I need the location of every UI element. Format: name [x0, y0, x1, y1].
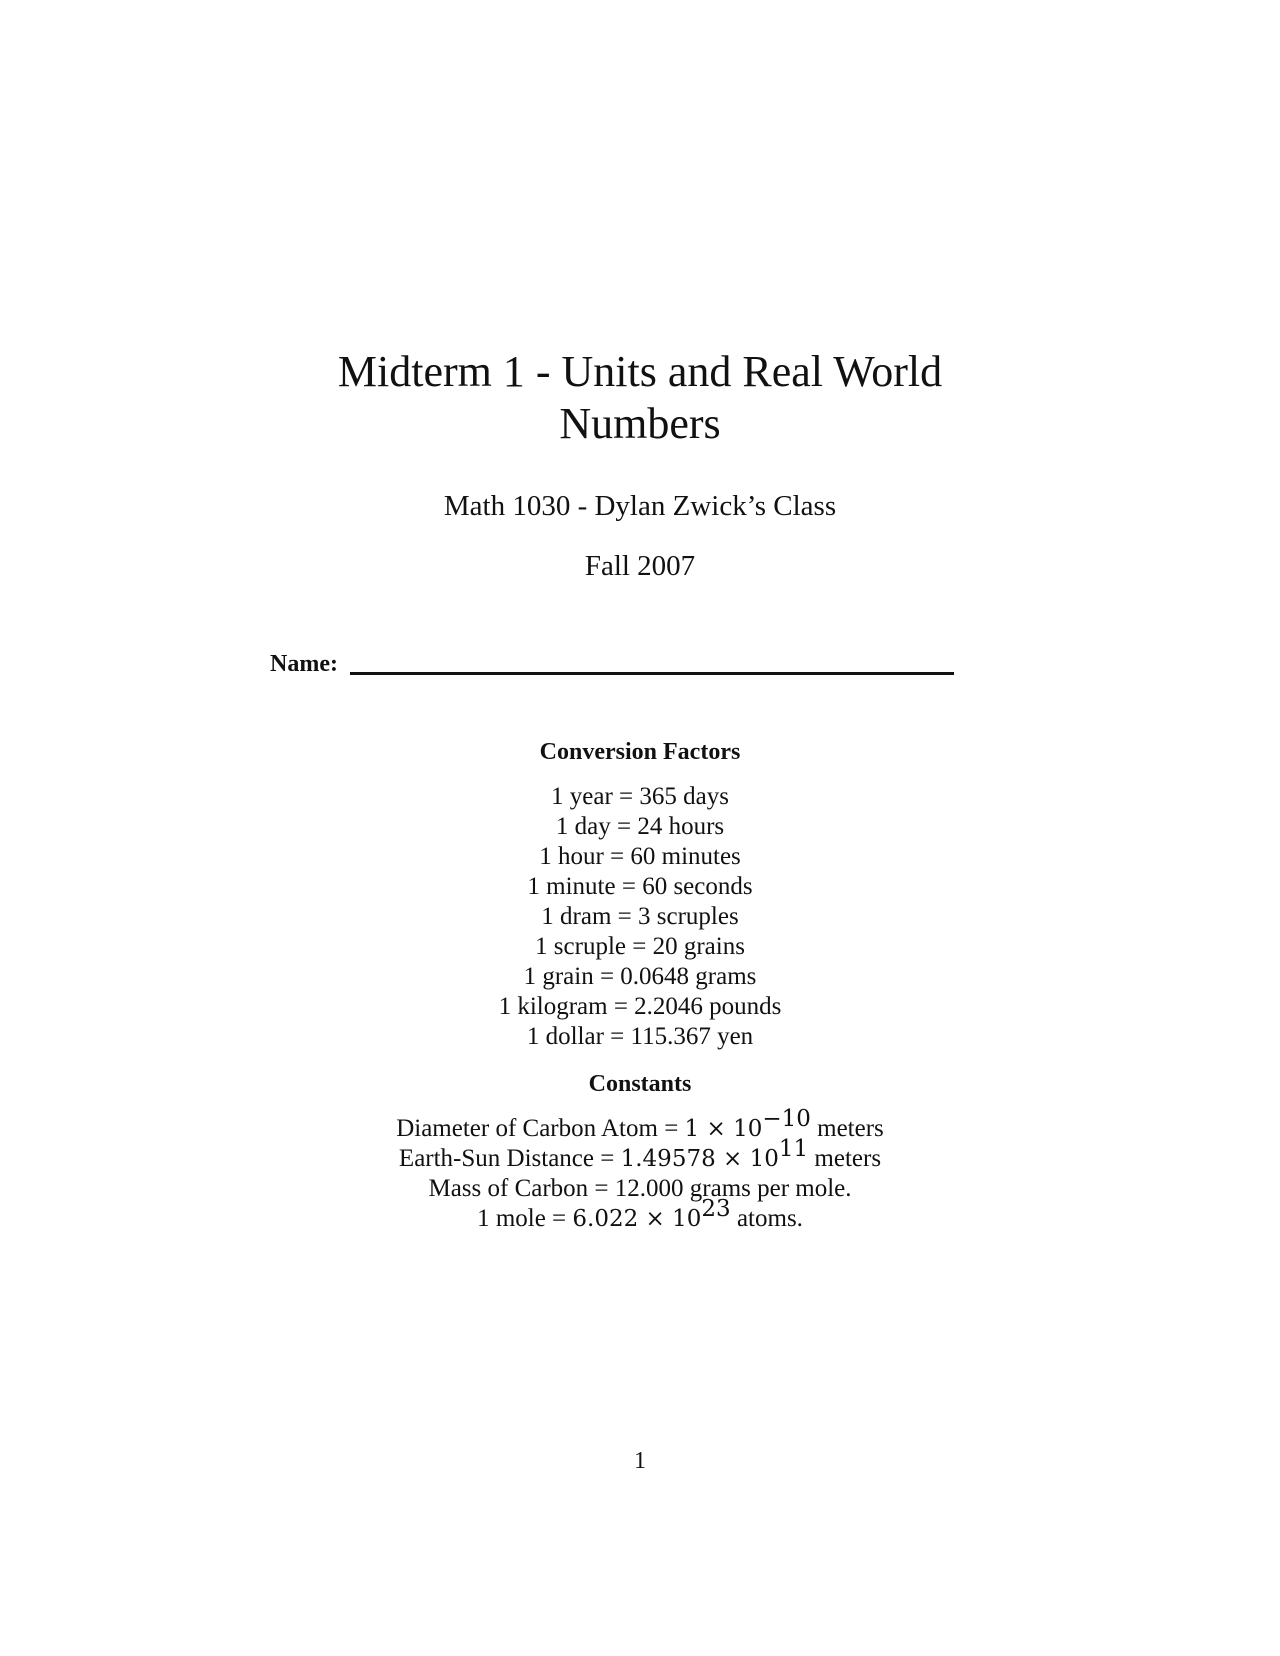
- constant-exponent: 11: [778, 1136, 809, 1162]
- conversion-row-year: 1 year = 365 days: [551, 783, 729, 810]
- term-label: Fall 2007: [584, 550, 696, 582]
- conversion-row-dollar: 1 dollar = 115.367 yen: [526, 1023, 754, 1050]
- conversion-row-hour: 1 hour = 60 minutes: [539, 843, 741, 870]
- constant-mantissa: 1.49578 × 10: [620, 1146, 779, 1172]
- constant-unit: meters: [810, 1115, 884, 1142]
- name-label: Name:: [270, 651, 338, 677]
- constant-row-carbon-mass: Mass of Carbon = 12.000 grams per mole.: [428, 1175, 852, 1202]
- constant-label: Diameter of Carbon Atom =: [396, 1115, 685, 1142]
- constant-mantissa: 6.022 × 10: [572, 1206, 702, 1232]
- name-blank-line: [350, 672, 954, 675]
- document-title: [0, 346, 1280, 450]
- constants-heading: Constants: [588, 1071, 692, 1097]
- course-subtitle: Math 1030 - Dylan Zwick’s Class: [443, 490, 837, 522]
- constant-row-mole: [0, 1196, 1280, 1234]
- conversion-factors-heading: Conversion Factors: [539, 739, 741, 765]
- name-field-row: [270, 648, 960, 688]
- constant-unit: atoms.: [730, 1205, 803, 1232]
- title-line-2: Numbers: [559, 399, 721, 448]
- constant-mantissa: 1 × 10: [684, 1116, 763, 1142]
- title-line-1: Midterm 1 - Units and Real World: [337, 347, 943, 396]
- page-number: 1: [634, 1448, 646, 1474]
- constant-exponent: 23: [701, 1196, 731, 1222]
- constant-row-carbon-diameter: [0, 1106, 1280, 1144]
- constant-unit: meters: [808, 1145, 882, 1172]
- constant-label: 1 mole =: [477, 1205, 573, 1232]
- conversion-row-kilogram: 1 kilogram = 2.2046 pounds: [498, 993, 782, 1020]
- conversion-factors-list: [0, 782, 1280, 1052]
- conversion-row-scruple: 1 scruple = 20 grains: [535, 933, 745, 960]
- constant-row-earth-sun: [0, 1136, 1280, 1174]
- conversion-row-dram: 1 dram = 3 scruples: [541, 903, 739, 930]
- constant-label: Earth-Sun Distance =: [398, 1145, 621, 1172]
- conversion-row-grain: 1 grain = 0.0648 grams: [523, 963, 757, 990]
- conversion-row-minute: 1 minute = 60 seconds: [527, 873, 753, 900]
- constants-list: [0, 1106, 1280, 1234]
- constant-exponent: −10: [762, 1106, 811, 1132]
- conversion-row-day: 1 day = 24 hours: [555, 813, 725, 840]
